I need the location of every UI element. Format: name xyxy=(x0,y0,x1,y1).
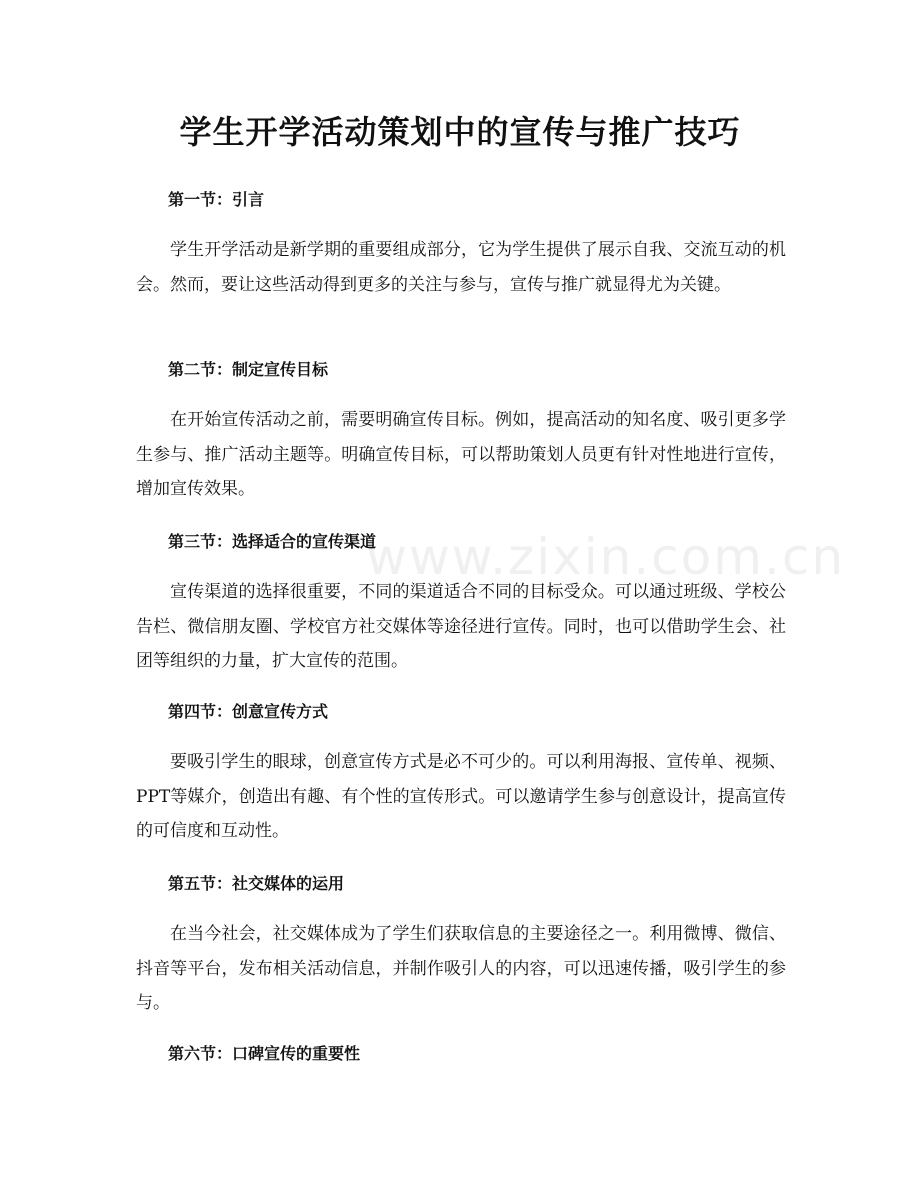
section-paragraph-5: 在当今社会，社交媒体成为了学生们获取信息的主要途径之一。利用微博、微信、抖音等平台，发布相关活动信息，并制作吸引人的内容，可以迅速传播，吸引学生的参与。 xyxy=(136,924,786,1013)
section-heading-2: 第二节：制定宣传目标 xyxy=(168,360,329,379)
section-heading-3: 第三节：选择适合的宣传渠道 xyxy=(168,532,377,551)
section-heading-5: 第五节：社交媒体的运用 xyxy=(168,874,345,893)
section-heading-6: 第六节：口碑宣传的重要性 xyxy=(168,1044,361,1063)
document-title: 学生开学活动策划中的宣传与推广技巧 xyxy=(179,113,741,151)
watermark: www.zixin.com.cn xyxy=(366,528,846,586)
section-paragraph-1: 学生开学活动是新学期的重要组成部分，它为学生提供了展示自我、交流互动的机会。然而，要让这些活动得到更多的关注与参与，宣传与推广就显得尤为关键。 xyxy=(136,240,786,295)
section-heading-1: 第一节：引言 xyxy=(168,190,265,209)
section-paragraph-4: 要吸引学生的眼球，创意宣传方式是必不可少的。可以利用海报、宣传单、视频、PPT等媒介，创造出有趣、有个性的宣传形式。可以邀请学生参与创意设计，提高宣传的可信度和互动性。 xyxy=(136,752,786,841)
section-heading-4: 第四节：创意宣传方式 xyxy=(168,702,329,721)
section-paragraph-2: 在开始宣传活动之前，需要明确宣传目标。例如，提高活动的知名度、吸引更多学生参与、推广活动主题等。明确宣传目标，可以帮助策划人员更有针对性地进行宣传，增加宣传效果。 xyxy=(136,410,786,499)
section-paragraph-3: 宣传渠道的选择很重要，不同的渠道适合不同的目标受众。可以通过班级、学校公告栏、微信朋友圈、学校官方社交媒体等途径进行宣传。同时，也可以借助学生会、社团等组织的力量，扩大宣传的范围。 xyxy=(136,582,786,671)
